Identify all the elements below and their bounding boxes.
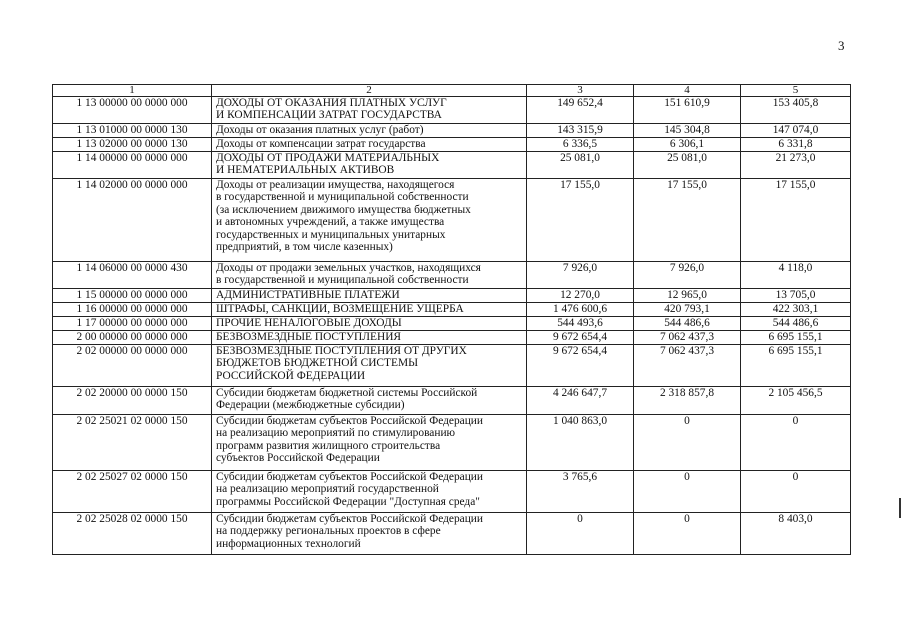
amount-col-5-cell: 0 <box>741 471 851 513</box>
amount-col-3-cell: 4 246 647,7 <box>527 387 634 415</box>
revenue-code-cell: 2 02 20000 00 0000 150 <box>53 387 212 415</box>
table-row <box>53 262 851 289</box>
table-row <box>53 471 851 513</box>
table-header-row <box>53 85 851 97</box>
amount-col-4-cell: 7 926,0 <box>634 262 741 289</box>
revenue-name-cell: Субсидии бюджетам бюджетной системы Российской Федерации (межбюджетные субсидии) <box>212 387 527 415</box>
header-col-2: 2 <box>212 85 527 97</box>
revenue-name-cell: Субсидии бюджетам субъектов Российской Федерации на реализацию мероприятий государственной программы Российской Федерации "Доступная среда" <box>212 471 527 513</box>
amount-col-3-cell: 544 493,6 <box>527 317 634 331</box>
amount-col-3-cell: 1 040 863,0 <box>527 415 634 471</box>
amount-col-3-cell: 143 315,9 <box>527 124 634 138</box>
table-row <box>53 179 851 262</box>
amount-col-5-cell: 0 <box>741 415 851 471</box>
amount-col-4-cell: 12 965,0 <box>634 289 741 303</box>
revenue-code-cell: 2 00 00000 00 0000 000 <box>53 331 212 345</box>
table-row <box>53 152 851 179</box>
amount-col-3-cell: 9 672 654,4 <box>527 345 634 387</box>
amount-col-4-cell: 0 <box>634 471 741 513</box>
revenue-name-cell: БЕЗВОЗМЕЗДНЫЕ ПОСТУПЛЕНИЯ <box>212 331 527 345</box>
amount-col-5-cell: 544 486,6 <box>741 317 851 331</box>
table-row <box>53 387 851 415</box>
scan-edge-mark <box>899 498 901 518</box>
table-row <box>53 303 851 317</box>
amount-col-5-cell: 13 705,0 <box>741 289 851 303</box>
revenue-name-cell: ШТРАФЫ, САНКЦИИ, ВОЗМЕЩЕНИЕ УЩЕРБА <box>212 303 527 317</box>
table-row <box>53 513 851 555</box>
amount-col-3-cell: 12 270,0 <box>527 289 634 303</box>
amount-col-3-cell: 7 926,0 <box>527 262 634 289</box>
revenue-code-cell: 2 02 25021 02 0000 150 <box>53 415 212 471</box>
revenue-code-cell: 2 02 25027 02 0000 150 <box>53 471 212 513</box>
revenue-code-cell: 1 14 02000 00 0000 000 <box>53 179 212 262</box>
revenue-code-cell: 2 02 25028 02 0000 150 <box>53 513 212 555</box>
amount-col-4-cell: 0 <box>634 415 741 471</box>
revenue-code-cell: 1 13 02000 00 0000 130 <box>53 138 212 152</box>
amount-col-4-cell: 420 793,1 <box>634 303 741 317</box>
amount-col-5-cell: 147 074,0 <box>741 124 851 138</box>
amount-col-5-cell: 6 695 155,1 <box>741 331 851 345</box>
amount-col-5-cell: 2 105 456,5 <box>741 387 851 415</box>
budget-revenue-table <box>52 84 851 555</box>
page-number: 3 <box>838 38 845 53</box>
header-col-4: 4 <box>634 85 741 97</box>
amount-col-4-cell: 25 081,0 <box>634 152 741 179</box>
amount-col-4-cell: 6 306,1 <box>634 138 741 152</box>
table-row <box>53 97 851 124</box>
amount-col-4-cell: 544 486,6 <box>634 317 741 331</box>
revenue-name-cell: Доходы от продажи земельных участков, находящихся в государственной и муниципальной собственности <box>212 262 527 289</box>
table-row <box>53 415 851 471</box>
amount-col-4-cell: 7 062 437,3 <box>634 345 741 387</box>
revenue-name-cell: Субсидии бюджетам субъектов Российской Федерации на реализацию мероприятий по стимулированию программ развития жилищного строительства субъектов Российской Федерации <box>212 415 527 471</box>
header-col-5: 5 <box>741 85 851 97</box>
amount-col-4-cell: 2 318 857,8 <box>634 387 741 415</box>
amount-col-5-cell: 17 155,0 <box>741 179 851 262</box>
revenue-code-cell: 2 02 00000 00 0000 000 <box>53 345 212 387</box>
table-row <box>53 138 851 152</box>
revenue-name-cell: АДМИНИСТРАТИВНЫЕ ПЛАТЕЖИ <box>212 289 527 303</box>
amount-col-5-cell: 153 405,8 <box>741 97 851 124</box>
amount-col-5-cell: 6 331,8 <box>741 138 851 152</box>
amount-col-3-cell: 0 <box>527 513 634 555</box>
revenue-name-cell: Доходы от реализации имущества, находящегося в государственной и муниципальной собственности (за исключением движимого имущества бюджетных и автономных учреждений, а также имущества государственных и муниципальных унитарных предприятий, в том числе казенных) <box>212 179 527 262</box>
table-row <box>53 289 851 303</box>
amount-col-5-cell: 6 695 155,1 <box>741 345 851 387</box>
amount-col-4-cell: 7 062 437,3 <box>634 331 741 345</box>
revenue-code-cell: 1 14 06000 00 0000 430 <box>53 262 212 289</box>
revenue-name-cell: ДОХОДЫ ОТ ОКАЗАНИЯ ПЛАТНЫХ УСЛУГ И КОМПЕНСАЦИИ ЗАТРАТ ГОСУДАРСТВА <box>212 97 527 124</box>
revenue-name-cell: БЕЗВОЗМЕЗДНЫЕ ПОСТУПЛЕНИЯ ОТ ДРУГИХ БЮДЖЕТОВ БЮДЖЕТНОЙ СИСТЕМЫ РОССИЙСКОЙ ФЕДЕРАЦИИ <box>212 345 527 387</box>
amount-col-3-cell: 9 672 654,4 <box>527 331 634 345</box>
revenue-code-cell: 1 14 00000 00 0000 000 <box>53 152 212 179</box>
header-col-3: 3 <box>527 85 634 97</box>
revenue-code-cell: 1 17 00000 00 0000 000 <box>53 317 212 331</box>
revenue-code-cell: 1 13 00000 00 0000 000 <box>53 97 212 124</box>
revenue-code-cell: 1 16 00000 00 0000 000 <box>53 303 212 317</box>
revenue-code-cell: 1 13 01000 00 0000 130 <box>53 124 212 138</box>
amount-col-5-cell: 4 118,0 <box>741 262 851 289</box>
revenue-name-cell: Доходы от компенсации затрат государства <box>212 138 527 152</box>
revenue-name-cell: ПРОЧИЕ НЕНАЛОГОВЫЕ ДОХОДЫ <box>212 317 527 331</box>
amount-col-4-cell: 145 304,8 <box>634 124 741 138</box>
amount-col-3-cell: 6 336,5 <box>527 138 634 152</box>
amount-col-5-cell: 422 303,1 <box>741 303 851 317</box>
amount-col-4-cell: 0 <box>634 513 741 555</box>
amount-col-5-cell: 8 403,0 <box>741 513 851 555</box>
amount-col-4-cell: 17 155,0 <box>634 179 741 262</box>
amount-col-3-cell: 1 476 600,6 <box>527 303 634 317</box>
revenue-name-cell: Доходы от оказания платных услуг (работ) <box>212 124 527 138</box>
amount-col-3-cell: 17 155,0 <box>527 179 634 262</box>
revenue-name-cell: ДОХОДЫ ОТ ПРОДАЖИ МАТЕРИАЛЬНЫХ И НЕМАТЕРИАЛЬНЫХ АКТИВОВ <box>212 152 527 179</box>
revenue-code-cell: 1 15 00000 00 0000 000 <box>53 289 212 303</box>
header-col-1: 1 <box>53 85 212 97</box>
amount-col-3-cell: 149 652,4 <box>527 97 634 124</box>
revenue-name-cell: Субсидии бюджетам субъектов Российской Федерации на поддержку региональных проектов в сфере информационных технологий <box>212 513 527 555</box>
table-row <box>53 124 851 138</box>
table-row <box>53 345 851 387</box>
table-row <box>53 317 851 331</box>
amount-col-5-cell: 21 273,0 <box>741 152 851 179</box>
table-row <box>53 331 851 345</box>
amount-col-3-cell: 25 081,0 <box>527 152 634 179</box>
amount-col-4-cell: 151 610,9 <box>634 97 741 124</box>
amount-col-3-cell: 3 765,6 <box>527 471 634 513</box>
